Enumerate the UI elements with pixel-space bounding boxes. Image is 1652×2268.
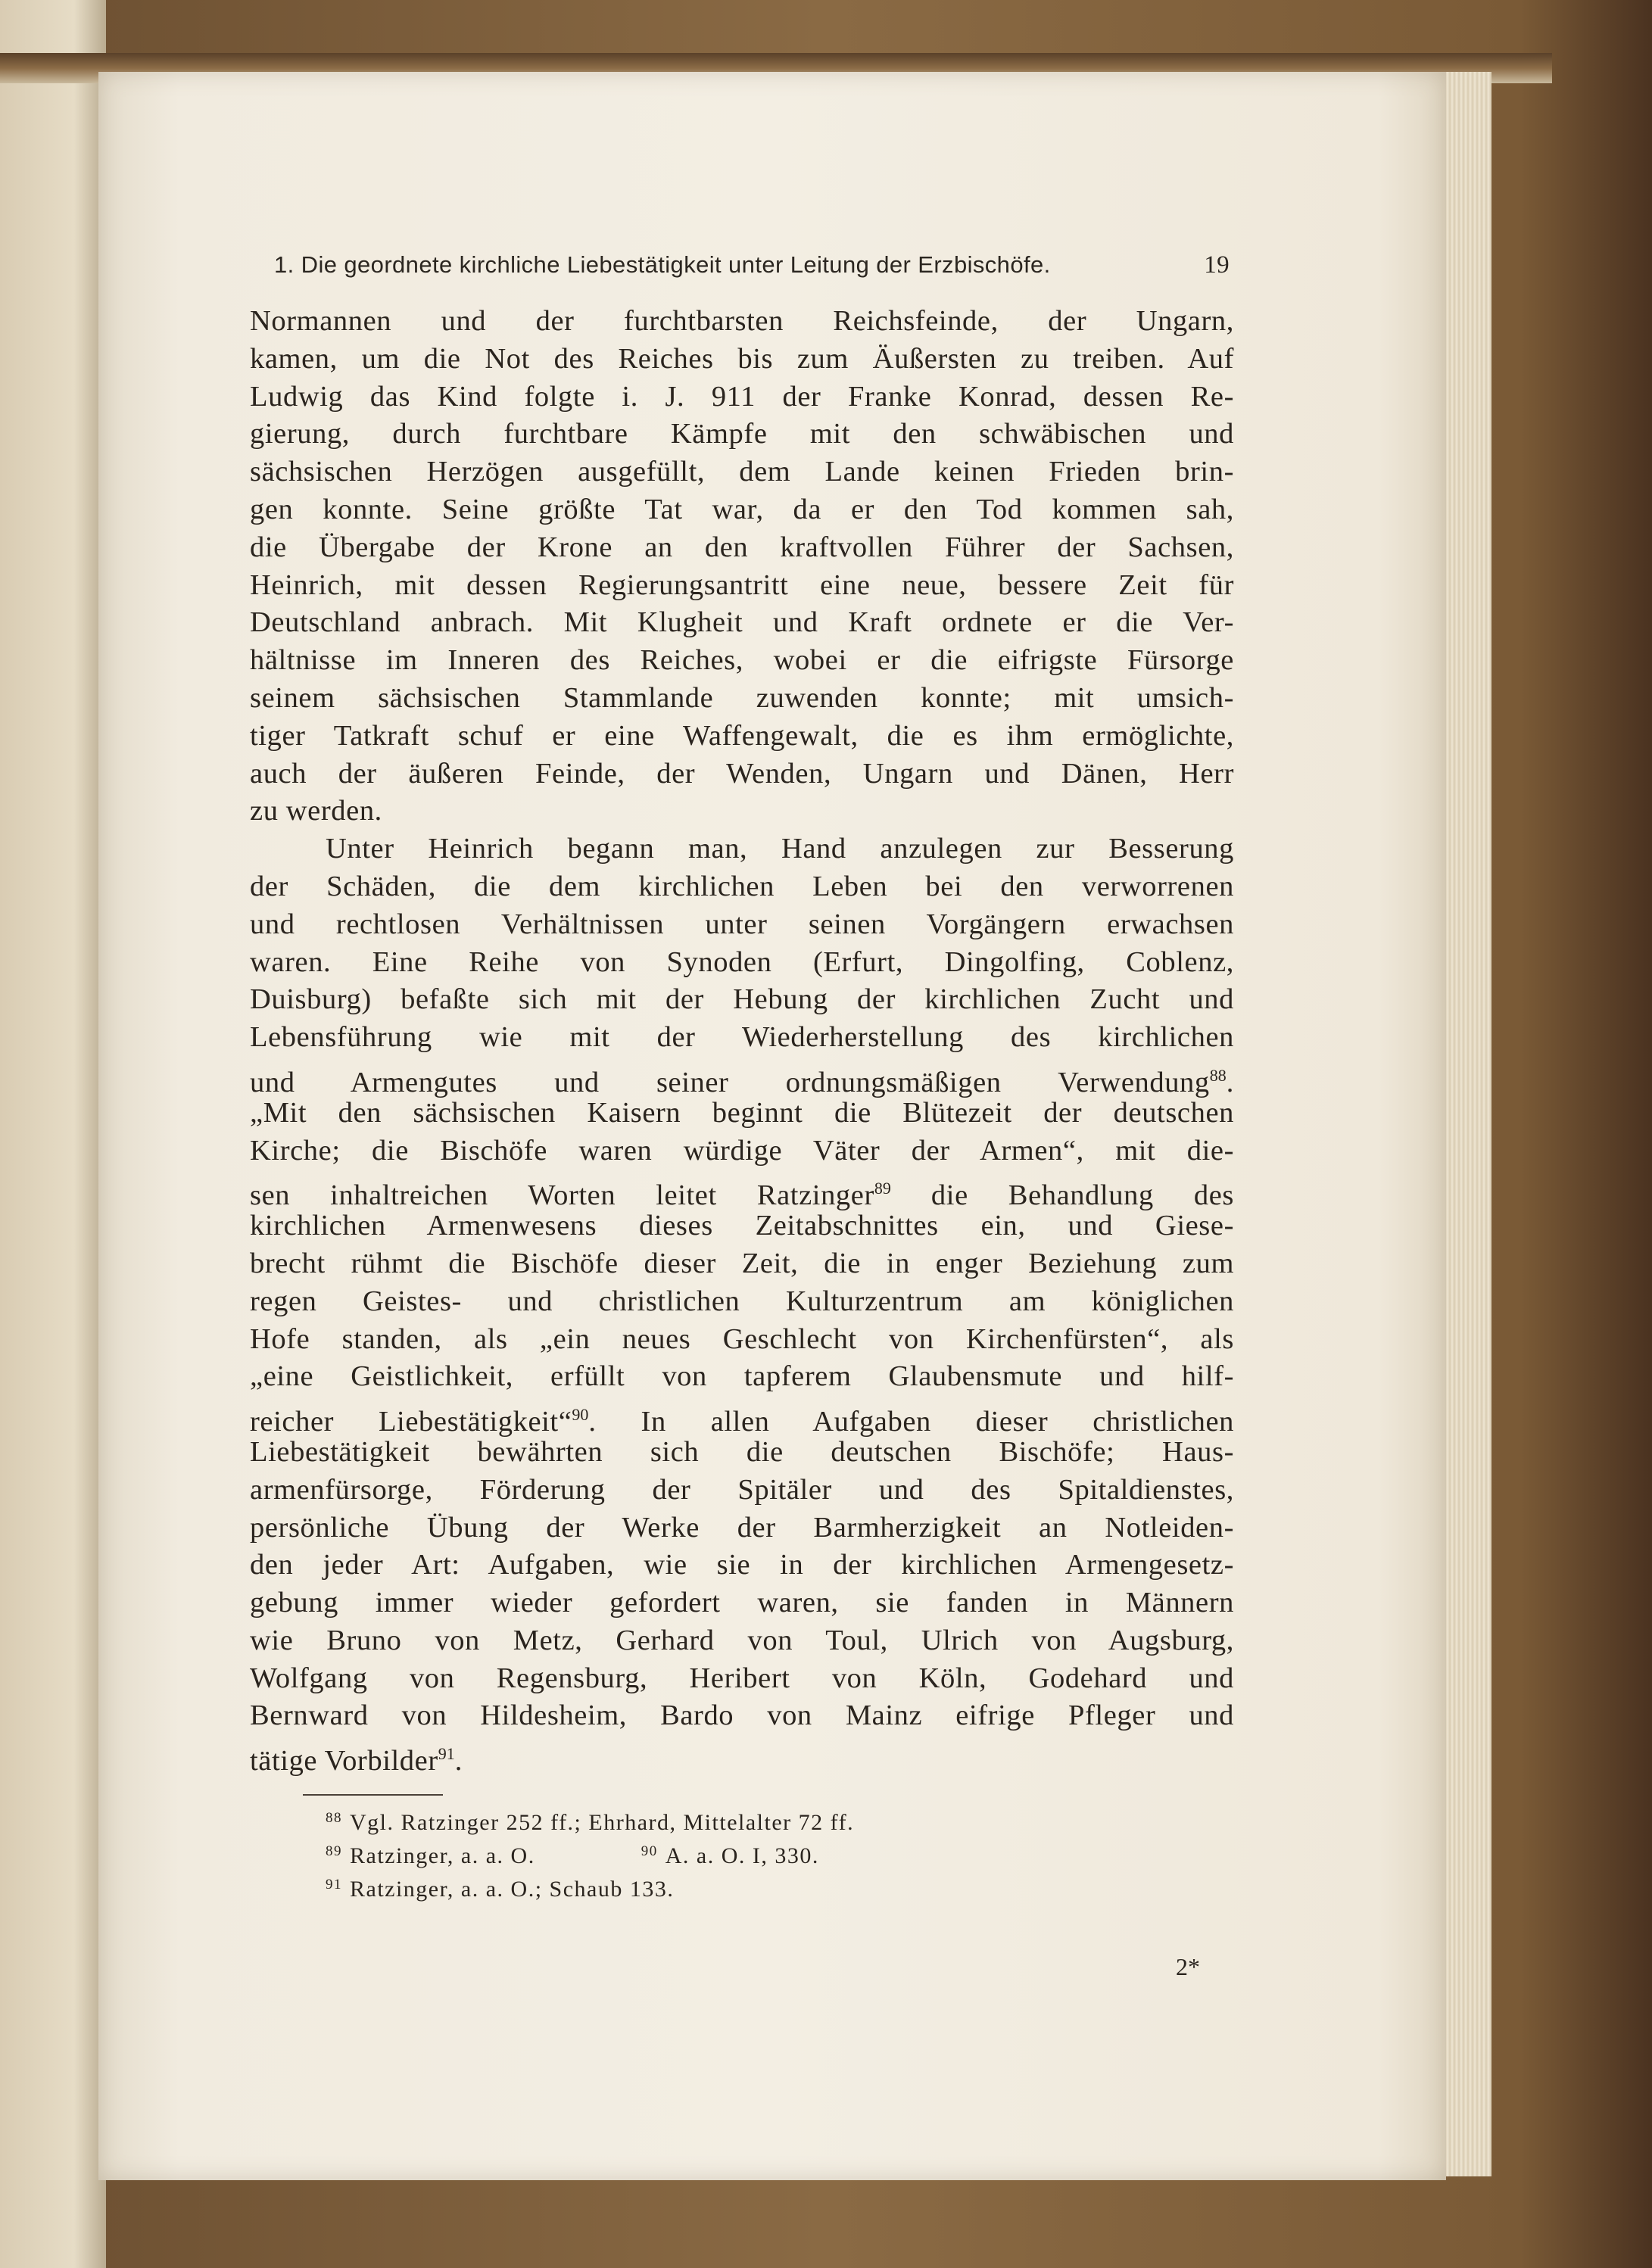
text-line: kirchlichen Armenwesens dieses Zeitabschnittes ein, und Giese- xyxy=(250,1210,1234,1242)
footnote-text: A. a. O. I, 330. xyxy=(665,1843,819,1868)
footnote-ref: 89 xyxy=(874,1179,891,1198)
text-line: Liebestätigkeit bewährten sich die deutschen Bischöfe; Haus- xyxy=(250,1435,1234,1468)
printer-signature-mark: 2* xyxy=(1176,1953,1200,1980)
body-text xyxy=(250,303,1235,1777)
footnote xyxy=(326,1835,1007,1868)
text-fragment: reicher Liebestätigkeit“ xyxy=(250,1406,572,1438)
footnote-rule xyxy=(303,1794,443,1796)
text-line: gebung immer wieder gefordert waren, sie fanden in Männern xyxy=(250,1587,1234,1619)
text-line: gierung, durch furchtbare Kämpfe mit den schwäbischen und xyxy=(250,418,1234,450)
text-fragment: . xyxy=(1226,1066,1234,1098)
text-fragment: . In allen Aufgaben dieser christlichen xyxy=(588,1406,1235,1438)
text-line xyxy=(250,1057,1234,1098)
text-line: Hofe standen, als „ein neues Geschlecht von Kirchenfürsten“, als xyxy=(250,1322,1234,1355)
text-fragment: . xyxy=(454,1745,463,1777)
text-line: die Übergabe der Krone an den kraftvollen Führer der Sachsen, xyxy=(250,531,1234,563)
text-line: Ludwig das Kind folgte i. J. 911 der Franke Konrad, dessen Re- xyxy=(250,380,1234,413)
text-line: Normannen und der furchtbarsten Reichsfeinde, der Ungarn, xyxy=(250,305,1234,337)
footnote-ref: 90 xyxy=(572,1405,589,1425)
text-line: persönliche Übung der Werke der Barmherzigkeit an Notleiden- xyxy=(250,1511,1234,1544)
text-line: seinem sächsischen Stammlande zuwenden konnte; mit umsich- xyxy=(250,681,1234,714)
paragraph-first-line: Unter Heinrich begann man, Hand anzulegen zur Besserung xyxy=(326,833,1234,865)
text-fragment: und Armengutes und seiner ordnungsmäßigen Verwendung xyxy=(250,1066,1210,1098)
footnote-second xyxy=(641,1843,819,1868)
text-line: Duisburg) befaßte sich mit der Hebung der kirchlichen Zucht und xyxy=(250,983,1234,1016)
text-line: Deutschland anbrach. Mit Klugheit und Kraft ordnete er die Ver- xyxy=(250,606,1234,639)
text-line: Kirche; die Bischöfe waren würdige Väter der Armen“, mit die- xyxy=(250,1134,1234,1167)
footnote-ref: 88 xyxy=(1209,1065,1227,1085)
text-line: auch der äußeren Feinde, der Wenden, Ungarn und Dänen, Herr xyxy=(250,757,1234,790)
text-line: tiger Tatkraft schuf er eine Waffengewalt, die es ihm ermöglichte, xyxy=(250,719,1234,752)
facing-page-edge xyxy=(0,0,106,2268)
text-line: Heinrich, mit dessen Regierungsantritt eine neue, bessere Zeit für xyxy=(250,569,1234,601)
text-line: „Mit den sächsischen Kaisern beginnt die Blütezeit der deutschen xyxy=(250,1096,1234,1129)
text-fragment: die Behandlung des xyxy=(930,1179,1234,1212)
text-line: Bernward von Hildesheim, Bardo von Mainz eifrige Pfleger und xyxy=(250,1699,1234,1732)
footnote-ref: 91 xyxy=(438,1744,455,1764)
text-line: waren. Eine Reihe von Synoden (Erfurt, Dingolfing, Coblenz, xyxy=(250,946,1234,978)
text-fragment: tätige Vorbilder xyxy=(250,1745,438,1777)
footnote-text: Vgl. Ratzinger 252 ff.; Ehrhard, Mittelalter 72 ff. xyxy=(350,1810,855,1835)
footnote-text: Ratzinger, a. a. O.; Schaub 133. xyxy=(350,1877,675,1902)
text-line: und rechtlosen Verhältnissen unter seinen Vorgängern erwachsen xyxy=(250,908,1234,940)
text-line: zu werden. xyxy=(250,795,382,827)
text-line: gen konnte. Seine größte Tat war, da er den Tod kommen sah, xyxy=(250,493,1234,525)
footnote xyxy=(326,1802,1007,1835)
footnote-number: 88 xyxy=(326,1810,342,1826)
text-line: regen Geistes- und christlichen Kulturzentrum am königlichen xyxy=(250,1285,1234,1317)
footnote-number: 90 xyxy=(641,1843,658,1859)
text-line xyxy=(250,1170,1234,1212)
text-line: brecht rühmt die Bischöfe dieser Zeit, die in enger Beziehung zum xyxy=(250,1247,1234,1279)
running-head xyxy=(274,251,1230,279)
text-line: sächsischen Herzögen ausgefüllt, dem Lande keinen Frieden brin- xyxy=(250,456,1234,488)
text-fragment: sen inhaltreichen Worten leitet Ratzinger xyxy=(250,1179,874,1212)
footnotes xyxy=(326,1802,1007,1902)
text-line: der Schäden, die dem kirchlichen Leben bei den verworrenen xyxy=(250,870,1234,902)
footnote-number: 91 xyxy=(326,1877,342,1893)
text-line xyxy=(250,1735,1234,1777)
text-line: Wolfgang von Regensburg, Heribert von Köln, Godehard und xyxy=(250,1662,1234,1694)
text-line: „eine Geistlichkeit, erfüllt von tapferem Glaubensmute und hilf- xyxy=(250,1360,1234,1393)
text-line xyxy=(250,1396,1235,1438)
text-line: den jeder Art: Aufgaben, wie sie in der kirchlichen Armengesetz- xyxy=(250,1549,1234,1581)
page-stack-edge xyxy=(1438,72,1491,2176)
text-line: wie Bruno von Metz, Gerhard von Toul, Ulrich von Augsburg, xyxy=(250,1624,1234,1656)
footnote-text: Ratzinger, a. a. O. xyxy=(350,1843,535,1868)
text-line: Lebensführung wie mit der Wiederherstellung des kirchlichen xyxy=(250,1021,1234,1054)
footnote-number: 89 xyxy=(326,1843,342,1859)
footnote xyxy=(326,1868,1007,1902)
page-number: 19 xyxy=(1204,251,1230,279)
text-line: kamen, um die Not des Reiches bis zum Äußersten zu treiben. Auf xyxy=(250,342,1234,375)
running-title: 1. Die geordnete kirchliche Liebestätigkeit unter Leitung der Erzbischöfe. xyxy=(274,251,1051,278)
text-line: hältnisse im Inneren des Reiches, wobei er die eifrigste Fürsorge xyxy=(250,644,1234,677)
text-line: armenfürsorge, Förderung der Spitäler und des Spitaldienstes, xyxy=(250,1473,1234,1506)
